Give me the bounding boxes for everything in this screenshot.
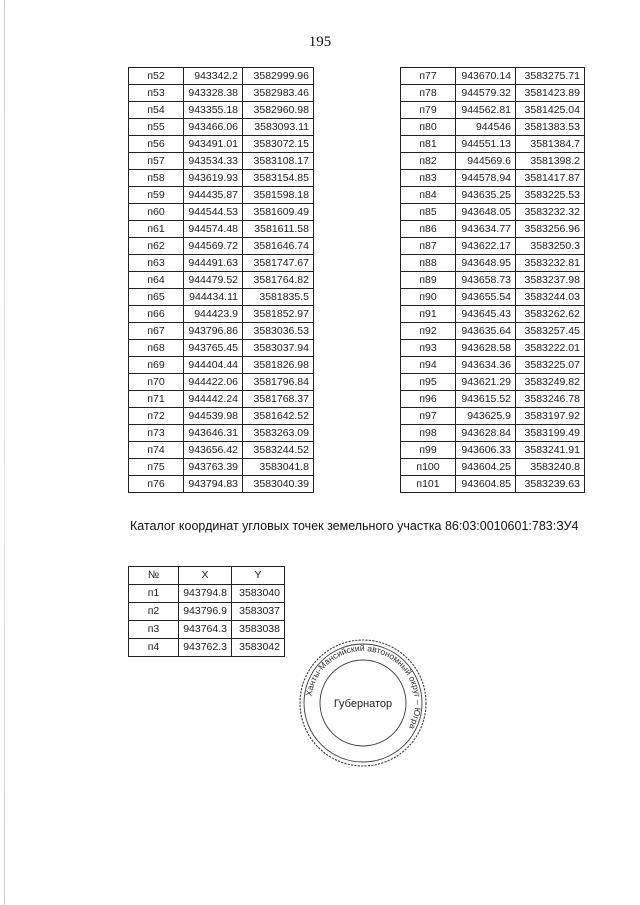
x-coordinate-cell: 943765.45 [184,340,243,357]
x-coordinate-cell: 944442.24 [184,391,243,408]
y-coordinate-cell: 3583222.01 [516,340,585,357]
y-coordinate-cell: 3583262.62 [516,306,585,323]
x-coordinate-cell: 944491.63 [184,255,243,272]
point-id-cell: п59 [129,187,184,204]
point-id-cell: п90 [401,289,456,306]
point-id-cell: п78 [401,85,456,102]
x-coordinate-cell: 944434.11 [184,289,243,306]
table-row [129,476,314,493]
table-row [401,153,585,170]
point-id-cell: п61 [129,221,184,238]
table-row [129,238,314,255]
x-coordinate-cell: 943615.52 [456,391,516,408]
point-id-cell: п100 [401,459,456,476]
point-id-cell: п57 [129,153,184,170]
point-id-cell: п87 [401,238,456,255]
x-coordinate-cell: 943794.8 [179,585,232,603]
table-row [401,204,585,221]
y-coordinate-cell: 3583225.07 [516,357,585,374]
point-id-cell: п88 [401,255,456,272]
y-coordinate-cell: 3581425.04 [516,102,585,119]
table-row [401,102,585,119]
header-x: X [179,567,232,585]
point-id-cell: п83 [401,170,456,187]
y-coordinate-cell: 3583256.96 [516,221,585,238]
table-row [401,459,585,476]
point-id-cell: п53 [129,85,184,102]
table-row [401,408,585,425]
table-row [401,255,585,272]
table-header-row [129,567,285,585]
y-coordinate-cell: 3581747.67 [243,255,314,272]
page-edge [4,0,5,905]
point-id-cell: п93 [401,340,456,357]
point-id-cell: п84 [401,187,456,204]
point-id-cell: п76 [129,476,184,493]
table-row [401,391,585,408]
x-coordinate-cell: 944578.94 [456,170,516,187]
x-coordinate-cell: 943656.42 [184,442,243,459]
y-coordinate-cell: 3583239.63 [516,476,585,493]
y-coordinate-cell: 3582960.98 [243,102,314,119]
point-id-cell: п79 [401,102,456,119]
y-coordinate-cell: 3583197.92 [516,408,585,425]
point-id-cell: п1 [129,585,179,603]
table-row [129,357,314,374]
x-coordinate-cell: 943534.33 [184,153,243,170]
governor-seal [298,638,428,768]
header-number: № [129,567,179,585]
point-id-cell: п69 [129,357,184,374]
point-id-cell: п65 [129,289,184,306]
y-coordinate-cell: 3583225.53 [516,187,585,204]
y-coordinate-cell: 3583154.85 [243,170,314,187]
x-coordinate-cell: 943342.2 [184,68,243,85]
x-coordinate-cell: 943670.14 [456,68,516,85]
point-id-cell: п56 [129,136,184,153]
point-id-cell: п62 [129,238,184,255]
x-coordinate-cell: 943619.93 [184,170,243,187]
y-coordinate-cell: 3583072.15 [243,136,314,153]
y-coordinate-cell: 3581384.7 [516,136,585,153]
table-row [129,459,314,476]
x-coordinate-cell: 944422.06 [184,374,243,391]
point-id-cell: п71 [129,391,184,408]
y-coordinate-cell: 3581417.87 [516,170,585,187]
x-coordinate-cell: 943796.9 [179,603,232,621]
y-coordinate-cell: 3583037.94 [243,340,314,357]
table-row [129,442,314,459]
x-coordinate-cell: 944546 [456,119,516,136]
point-id-cell: п95 [401,374,456,391]
point-id-cell: п67 [129,323,184,340]
y-coordinate-cell: 3583275.71 [516,68,585,85]
point-id-cell: п85 [401,204,456,221]
table-row [129,374,314,391]
y-coordinate-cell: 3583240.8 [516,459,585,476]
point-id-cell: п68 [129,340,184,357]
y-coordinate-cell: 3581609.49 [243,204,314,221]
point-id-cell: п94 [401,357,456,374]
y-coordinate-cell: 3583036.53 [243,323,314,340]
table-row [129,323,314,340]
x-coordinate-cell: 943658.73 [456,272,516,289]
y-coordinate-cell: 3581383.53 [516,119,585,136]
table-row [129,425,314,442]
table-row [401,136,585,153]
y-coordinate-cell: 3583108.17 [243,153,314,170]
table-row [129,204,314,221]
y-coordinate-cell: 3583199.49 [516,425,585,442]
y-coordinate-cell: 3581398.2 [516,153,585,170]
x-coordinate-cell: 943648.95 [456,255,516,272]
y-coordinate-cell: 3581835.5 [243,289,314,306]
x-coordinate-cell: 944562.81 [456,102,516,119]
x-coordinate-cell: 943655.54 [456,289,516,306]
point-id-cell: п74 [129,442,184,459]
seal-ring-text: Ханты-Мансийский автономный округ – Югра [303,642,424,731]
x-coordinate-cell: 943635.25 [456,187,516,204]
table-row [129,119,314,136]
x-coordinate-cell: 943646.31 [184,425,243,442]
y-coordinate-cell: 3581611.58 [243,221,314,238]
point-id-cell: п89 [401,272,456,289]
x-coordinate-cell: 943645.43 [456,306,516,323]
x-coordinate-cell: 943604.85 [456,476,516,493]
table-row [129,408,314,425]
x-coordinate-cell: 943764.3 [179,621,232,639]
x-coordinate-cell: 943794.83 [184,476,243,493]
point-id-cell: п99 [401,442,456,459]
point-id-cell: п72 [129,408,184,425]
coordinates-table-right [400,67,585,493]
table-row [129,102,314,119]
point-id-cell: п77 [401,68,456,85]
table-row [401,187,585,204]
y-coordinate-cell: 3581852.97 [243,306,314,323]
x-coordinate-cell: 944479.52 [184,272,243,289]
point-id-cell: п63 [129,255,184,272]
table-row [401,442,585,459]
table-row [401,170,585,187]
table-row [401,221,585,238]
table-row [401,476,585,493]
table-row [129,272,314,289]
point-id-cell: п75 [129,459,184,476]
point-id-cell: п80 [401,119,456,136]
table-row [129,68,314,85]
table-row [129,153,314,170]
x-coordinate-cell: 943328.38 [184,85,243,102]
point-id-cell: п58 [129,170,184,187]
table-row [401,306,585,323]
y-coordinate-cell: 3581598.18 [243,187,314,204]
point-id-cell: п98 [401,425,456,442]
table-row [129,340,314,357]
table-row [129,136,314,153]
table-row [129,170,314,187]
x-coordinate-cell: 943466.06 [184,119,243,136]
y-coordinate-cell: 3583249.82 [516,374,585,391]
table-row [129,187,314,204]
table-row [401,272,585,289]
point-id-cell: п54 [129,102,184,119]
table-row [129,255,314,272]
point-id-cell: п96 [401,391,456,408]
point-id-cell: п64 [129,272,184,289]
table-row [129,603,285,621]
point-id-cell: п3 [129,621,179,639]
point-id-cell: п73 [129,425,184,442]
point-id-cell: п2 [129,603,179,621]
table-row [401,289,585,306]
y-coordinate-cell: 3582999.96 [243,68,314,85]
y-coordinate-cell: 3583244.52 [243,442,314,459]
y-coordinate-cell: 3581646.74 [243,238,314,255]
table-row [401,357,585,374]
x-coordinate-cell: 943604.25 [456,459,516,476]
y-coordinate-cell: 3583244.03 [516,289,585,306]
table-row [401,85,585,102]
point-id-cell: п52 [129,68,184,85]
x-coordinate-cell: 944574.48 [184,221,243,238]
x-coordinate-cell: 944569.72 [184,238,243,255]
x-coordinate-cell: 943762.3 [179,639,232,657]
y-coordinate-cell: 3583042 [232,639,285,657]
y-coordinate-cell: 3581423.89 [516,85,585,102]
page-number: 195 [308,34,332,50]
table-row [129,221,314,238]
x-coordinate-cell: 943634.36 [456,357,516,374]
point-id-cell: п91 [401,306,456,323]
y-coordinate-cell: 3581768.37 [243,391,314,408]
x-coordinate-cell: 943622.17 [456,238,516,255]
y-coordinate-cell: 3583040 [232,585,285,603]
y-coordinate-cell: 3583250.3 [516,238,585,255]
table-row [129,391,314,408]
y-coordinate-cell: 3581764.82 [243,272,314,289]
seal-center-text: Губернатор [333,698,393,710]
catalog-caption: Каталог координат угловых точек земельного участка 86:03:0010601:783:ЗУ4 [130,519,579,533]
x-coordinate-cell: 943648.05 [456,204,516,221]
table-row [129,289,314,306]
x-coordinate-cell: 944569.6 [456,153,516,170]
x-coordinate-cell: 943628.58 [456,340,516,357]
point-id-cell: п70 [129,374,184,391]
point-id-cell: п97 [401,408,456,425]
x-coordinate-cell: 943763.39 [184,459,243,476]
header-y: Y [232,567,285,585]
y-coordinate-cell: 3583038 [232,621,285,639]
table-row [401,425,585,442]
y-coordinate-cell: 3583040.39 [243,476,314,493]
point-id-cell: п82 [401,153,456,170]
x-coordinate-cell: 943625.9 [456,408,516,425]
x-coordinate-cell: 944551.13 [456,136,516,153]
x-coordinate-cell: 944579.32 [456,85,516,102]
y-coordinate-cell: 3583241.91 [516,442,585,459]
x-coordinate-cell: 944423.9 [184,306,243,323]
x-coordinate-cell: 943491.01 [184,136,243,153]
y-coordinate-cell: 3581642.52 [243,408,314,425]
y-coordinate-cell: 3583041.8 [243,459,314,476]
y-coordinate-cell: 3582983.46 [243,85,314,102]
table-row [401,119,585,136]
table-row [401,323,585,340]
y-coordinate-cell: 3581826.98 [243,357,314,374]
table-row [401,374,585,391]
table-row [129,639,285,657]
y-coordinate-cell: 3583232.32 [516,204,585,221]
x-coordinate-cell: 944544.53 [184,204,243,221]
x-coordinate-cell: 943635.64 [456,323,516,340]
table-row [401,68,585,85]
point-id-cell: п4 [129,639,179,657]
x-coordinate-cell: 943621.29 [456,374,516,391]
table-row [401,340,585,357]
table-row [129,306,314,323]
y-coordinate-cell: 3583257.45 [516,323,585,340]
table-row [129,85,314,102]
x-coordinate-cell: 943628.84 [456,425,516,442]
table-row [129,585,285,603]
point-id-cell: п81 [401,136,456,153]
x-coordinate-cell: 943634.77 [456,221,516,238]
y-coordinate-cell: 3583237.98 [516,272,585,289]
plot-coordinates-table [128,566,285,657]
coordinates-table-left [128,67,314,493]
point-id-cell: п55 [129,119,184,136]
point-id-cell: п92 [401,323,456,340]
point-id-cell: п66 [129,306,184,323]
y-coordinate-cell: 3583263.09 [243,425,314,442]
point-id-cell: п86 [401,221,456,238]
y-coordinate-cell: 3581796.84 [243,374,314,391]
x-coordinate-cell: 943355.18 [184,102,243,119]
table-row [401,238,585,255]
x-coordinate-cell: 944435.87 [184,187,243,204]
y-coordinate-cell: 3583037 [232,603,285,621]
y-coordinate-cell: 3583232.81 [516,255,585,272]
x-coordinate-cell: 943796.86 [184,323,243,340]
y-coordinate-cell: 3583093.11 [243,119,314,136]
point-id-cell: п60 [129,204,184,221]
y-coordinate-cell: 3583246.78 [516,391,585,408]
x-coordinate-cell: 944539.98 [184,408,243,425]
x-coordinate-cell: 943606.33 [456,442,516,459]
point-id-cell: п101 [401,476,456,493]
table-row [129,621,285,639]
x-coordinate-cell: 944404.44 [184,357,243,374]
